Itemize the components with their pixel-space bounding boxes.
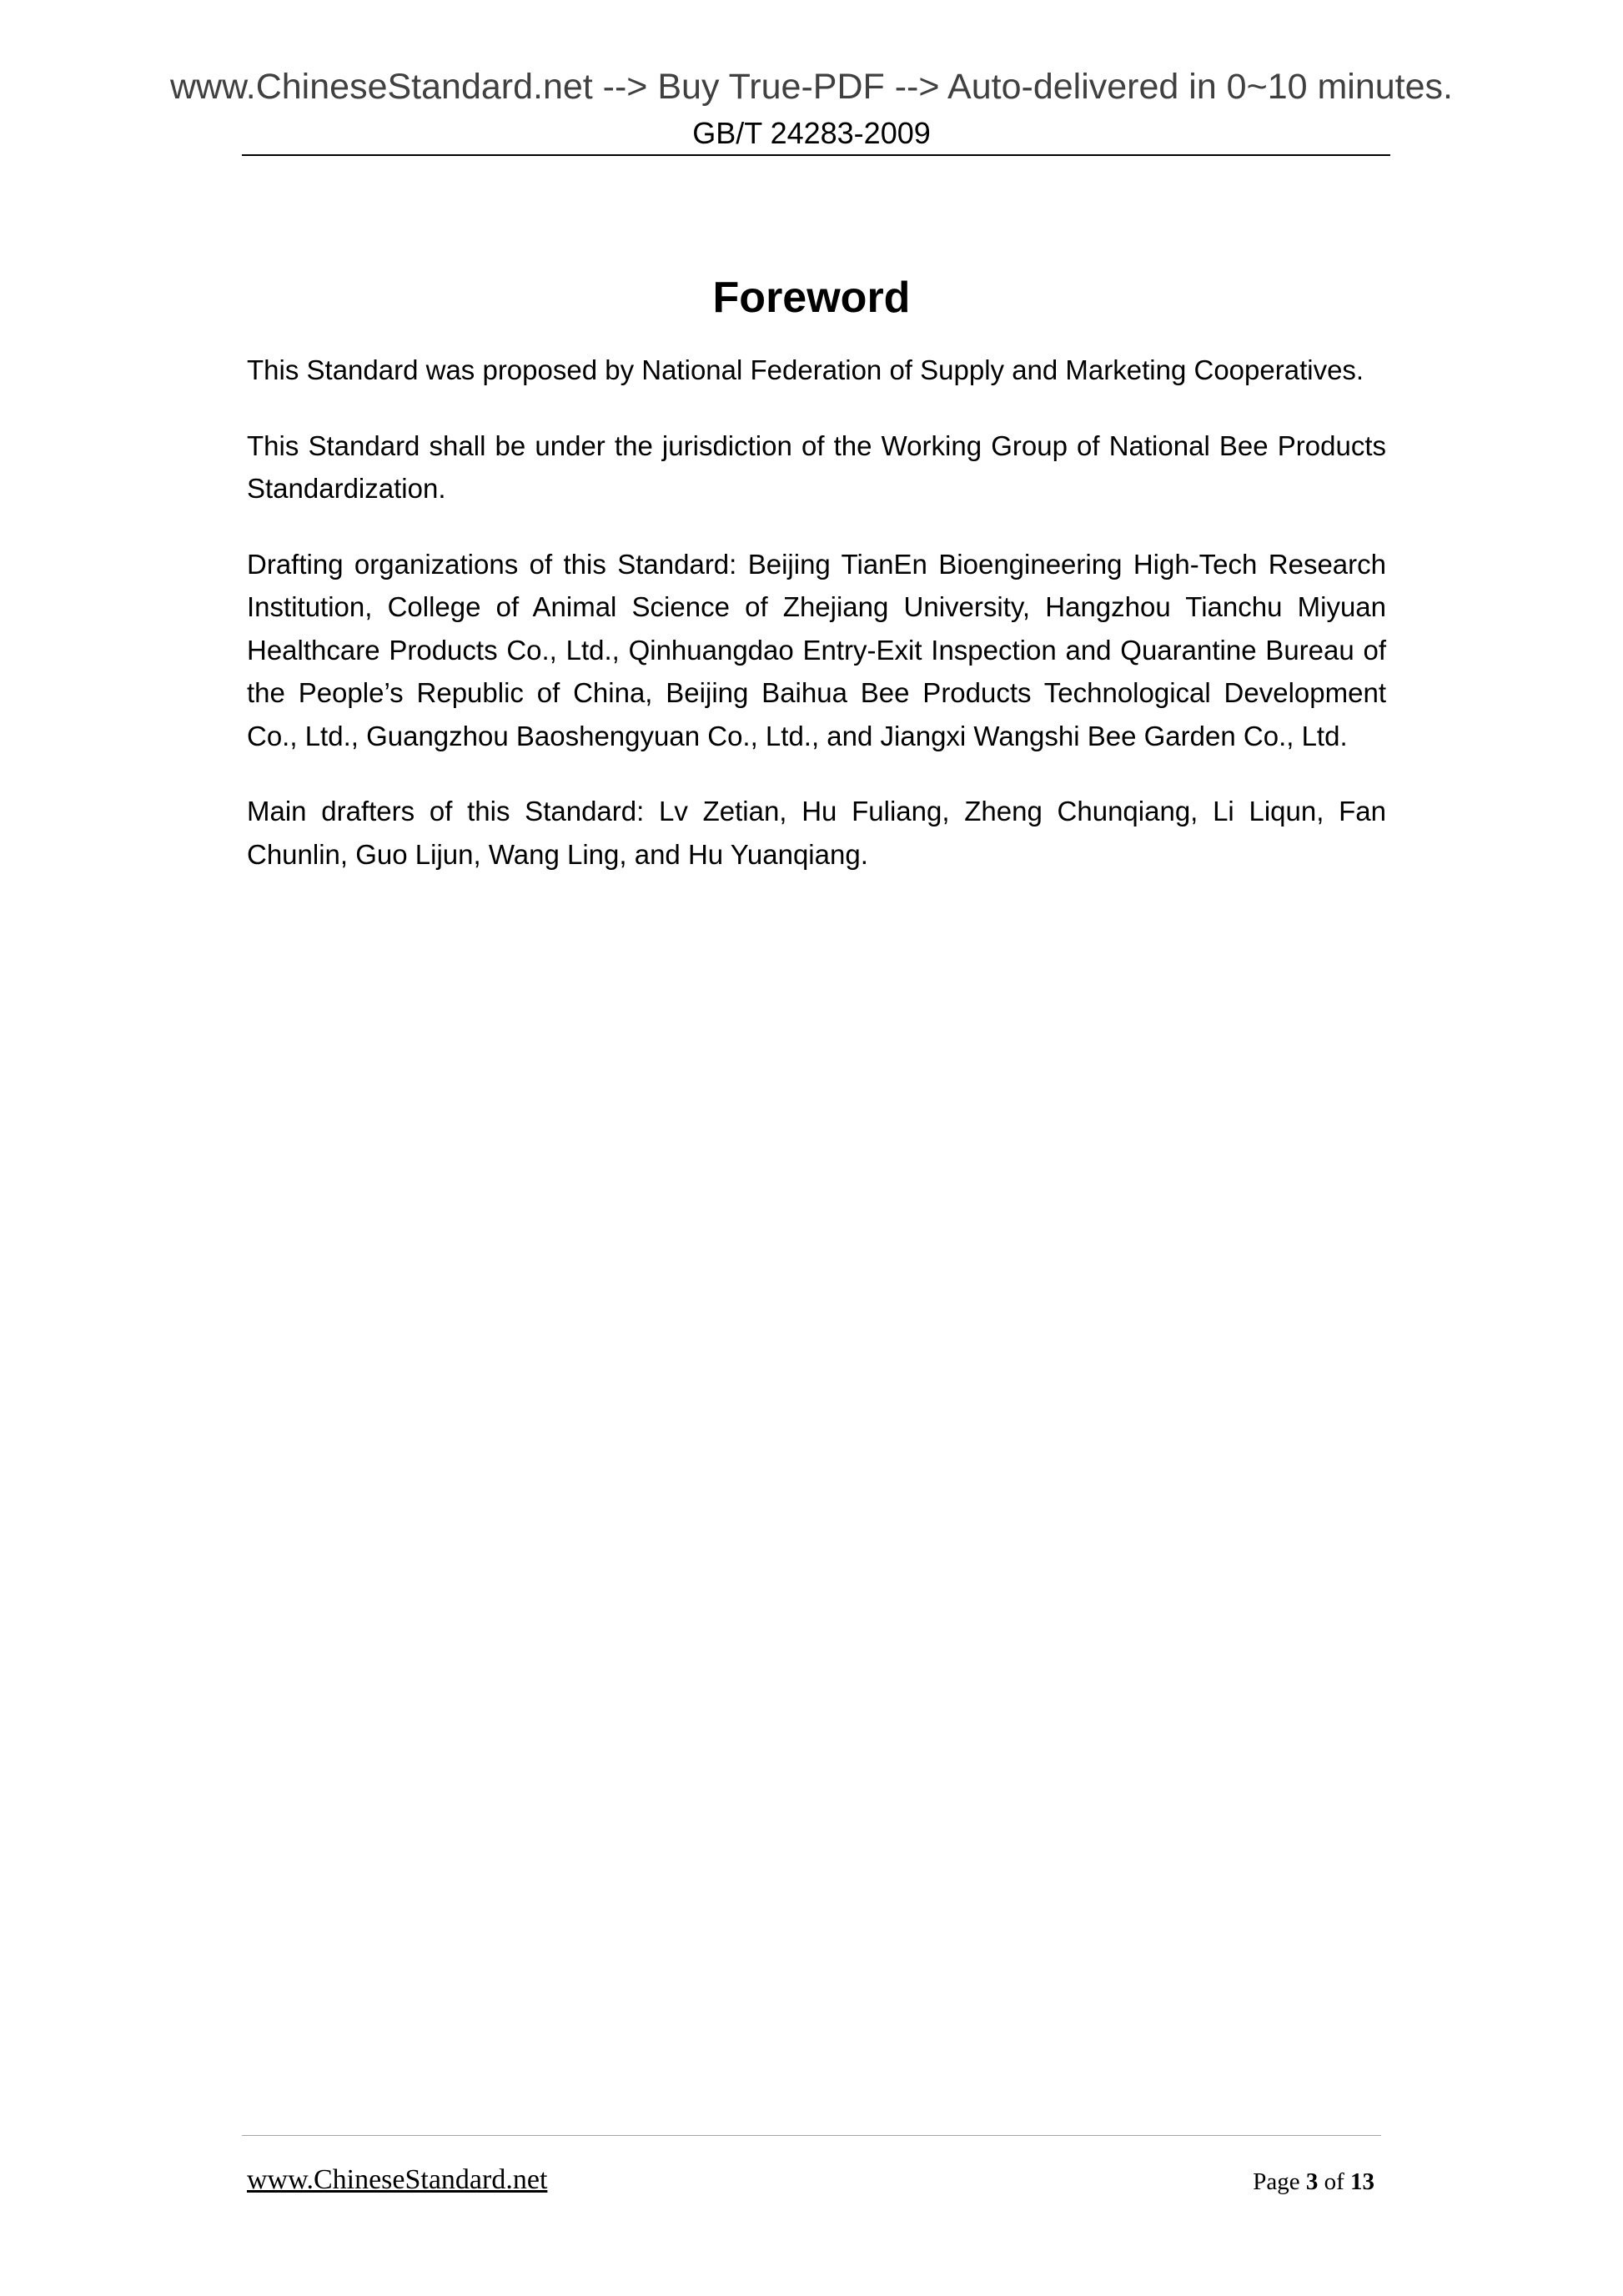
page-of: of [1324,2168,1344,2195]
footer-divider [242,2135,1381,2136]
foreword-body [247,349,1386,908]
page-number [1253,2166,1374,2198]
paragraph-proposed-by: This Standard was proposed by National Federation of Supply and Marketing Cooperatives. [247,354,1364,385]
page-word: Page [1253,2168,1300,2195]
page-current: 3 [1305,2168,1319,2195]
paragraph-main-drafters: Main drafters of this Standard: Lv Zetian, Hu Fuliang, Zheng Chunqiang, Li Liqun, Fan Chunlin, Guo Lijun, Wang Ling, and Hu Yuanqiang. [247,796,1386,870]
page-title: Foreword [712,273,911,322]
paragraph-drafting-organizations: Drafting organizations of this Standard: Beijing TianEn Bioengineering High-Tech Research Institution, College of Animal Science of Zhejiang University, Hangzhou Tianchu Miyuan Healthcare Products Co., Ltd., Qinhuangdao Entry-Exit Inspection and Quarantine Bureau of the People’s Republic of China, Beijing Baihua Bee Products Technological Development Co., Ltd., Guangzhou Baoshengyuan Co., Ltd., and Jiangxi Wangshi Bee Garden Co., Ltd. [247,548,1386,751]
page-total: 13 [1350,2168,1374,2195]
header-banner: www.ChineseStandard.net --> Buy True-PDF --> Auto-delivered in 0~10 minutes. [169,67,1453,107]
header-divider [242,154,1390,156]
footer-site-link[interactable]: www.ChineseStandard.net [247,2164,548,2195]
paragraph-jurisdiction: This Standard shall be under the jurisdiction of the Working Group of National Bee Products Standardization. [247,430,1386,504]
standard-code: GB/T 24283-2009 [692,116,931,150]
